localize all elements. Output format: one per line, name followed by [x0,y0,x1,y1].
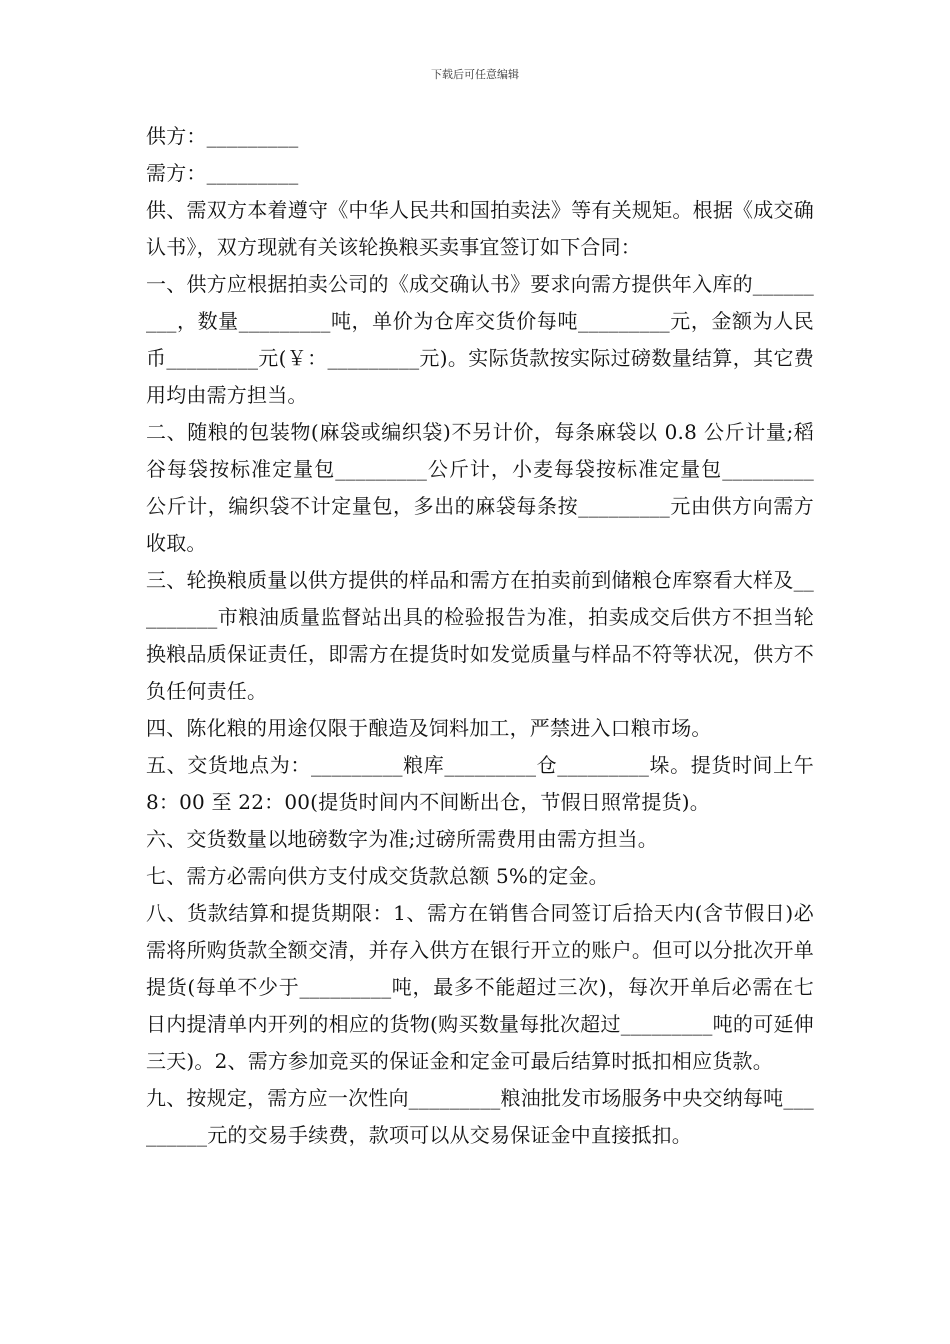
clause-6: 六、交货数量以地磅数字为准;过磅所需费用由需方担当。 [146,827,658,851]
clause-9: 九、按规定，需方应一次性向_________粮油批发市场服务中央交纳每吨_________元的交易手续费，款项可以从交易保证金中直接抵扣。 [146,1086,814,1147]
clause-1: 一、供方应根据拍卖公司的《成交确认书》要求向需方提供年入库的_________，数量_________吨，单价为仓库交货价每吨_________元，金额为人民币_________元(￥：_________元)。实际货款按实际过磅数量结算，其它费用均由需方担当。 [146,272,814,407]
clause-4: 四、陈化粮的用途仅限于酿造及饲料加工，严禁进入口粮市场。 [146,716,712,740]
clause-7: 七、需方必需向供方支付成交货款总额 5%的定金。 [146,864,609,888]
contract-body [146,118,814,1154]
supplier-line: 供方：_________ [146,124,299,148]
clause-3: 三、轮换粮质量以供方提供的样品和需方在拍卖前到储粮仓库察看大样及_________市粮油质量监督站出具的检验报告为准，拍卖成交后供方不担当轮换粮品质保证责任，即需方在提货时如发觉质量与样品不符等状况，供方不负任何责任。 [146,568,814,703]
buyer-line: 需方：_________ [146,161,299,185]
page-header: 下载后可任意编辑 [431,68,519,81]
clause-2: 二、随粮的包装物(麻袋或编织袋)不另计价，每条麻袋以 0.8 公斤计量;稻谷每袋按标准定量包_________公斤计，小麦每袋按标准定量包_________公斤计，编织袋不计定量包，多出的麻袋每条按_________元由供方向需方收取。 [146,420,814,555]
clause-8: 八、货款结算和提货期限：1、需方在销售合同签订后拾天内(含节假日)必需将所购货款全额交清，并存入供方在银行开立的账户。但可以分批次开单提货(每单不少于_________吨，最多不能超过三次)，每次开单后必需在七日内提清单内开列的相应的货物(购买数量每批次超过_________吨的可延伸三天)。2、需方参加竞买的保证金和定金可最后结算时抵扣相应货款。 [146,901,814,1073]
preamble-paragraph: 供、需双方本着遵守《中华人民共和国拍卖法》等有关规矩。根据《成交确认书》，双方现就有关该轮换粮买卖事宜签订如下合同： [146,198,814,259]
clause-5: 五、交货地点为：_________粮库_________仓_________垛。提货时间上午 8：00 至 22：00(提货时间内不间断出仓，节假日照常提货)。 [146,753,814,814]
